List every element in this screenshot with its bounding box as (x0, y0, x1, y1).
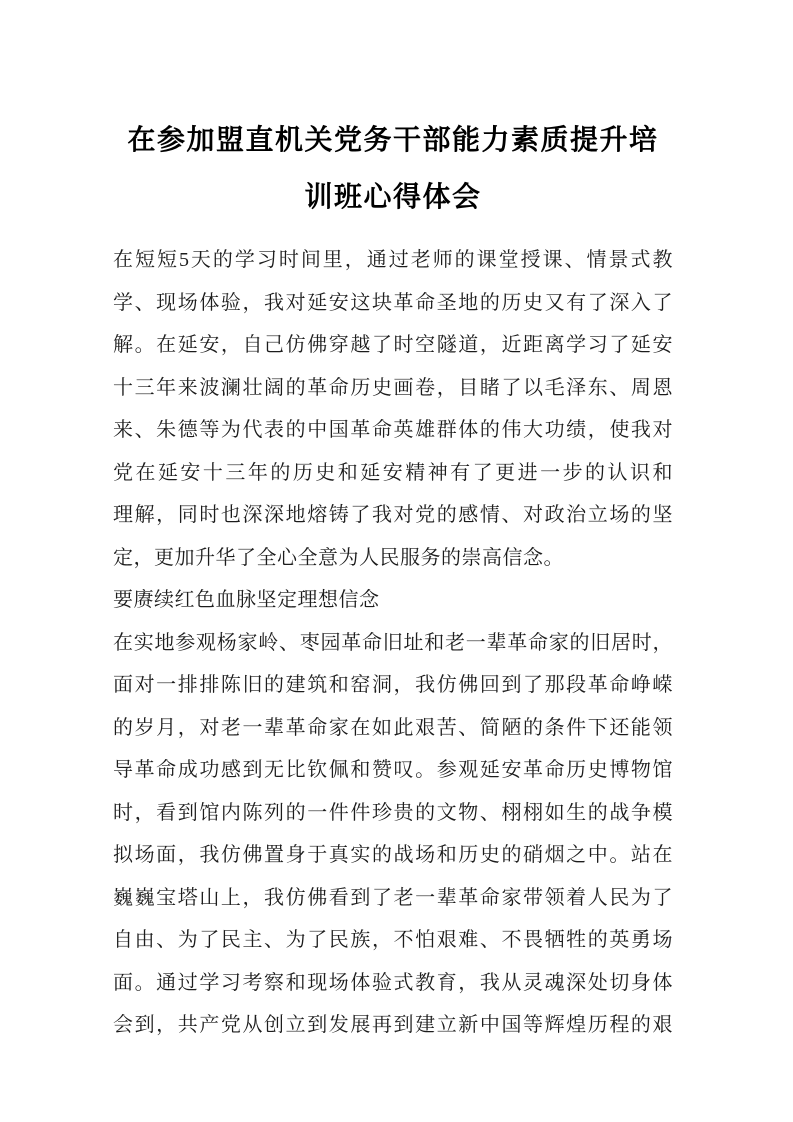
paragraph-1 (113, 239, 673, 579)
title-line-2: 训班心得体会 (304, 182, 482, 213)
body-line: 在实地参观杨家岭、枣园革命旧址和老一辈革命家的旧居时， (113, 631, 673, 654)
body-line: 在短短5天的学习时间里，通过老师的课堂授课、情景式教 (113, 249, 673, 271)
body-line: 定，更加升华了全心全意为人民服务的崇高信念。 (113, 546, 564, 569)
body-line: 巍巍宝塔山上，我仿佛看到了老一辈革命家带领着人民为了 (113, 886, 673, 909)
body-line: 理解，同时也深深地熔铸了我对党的感情、对政治立场的坚 (113, 504, 673, 526)
body-line: 十三年来波澜壮阔的革命历史画卷，目睹了以毛泽东、周恩 (113, 376, 673, 399)
body-line: 会到，共产党从创立到发展再到建立新中国等辉煌历程的艰 (113, 1014, 673, 1036)
body-line: 解。在延安，自己仿佛穿越了时空隧道，近距离学习了延安 (113, 334, 673, 356)
body-line: 党在延安十三年的历史和延安精神有了更进一步的认识和 (113, 461, 673, 484)
body-line: 自由、为了民主、为了民族，不怕艰难、不畏牺牲的英勇场 (113, 929, 673, 951)
document-title (113, 112, 673, 226)
section-heading: 要赓续红色血脉坚定理想信念 (113, 589, 380, 611)
body-line: 时，看到馆内陈列的一件件珍贵的文物、栩栩如生的战争模 (113, 801, 673, 824)
body-line: 学、现场体验，我对延安这块革命圣地的历史又有了深入了 (113, 291, 673, 314)
body-line: 面。通过学习考察和现场体验式教育，我从灵魂深处切身体 (113, 971, 673, 994)
body-line: 面对一排排陈旧的建筑和窑洞，我仿佛回到了那段革命峥嵘 (113, 674, 673, 696)
body-line: 的岁月，对老一辈革命家在如此艰苦、简陋的条件下还能领 (113, 716, 673, 739)
body-line: 来、朱德等为代表的中国革命英雄群体的伟大功绩，使我对 (113, 419, 673, 441)
document-content (113, 112, 673, 1047)
body-line: 导革命成功感到无比钦佩和赞叹。参观延安革命历史博物馆 (113, 759, 673, 781)
body-line: 拟场面，我仿佛置身于真实的战场和历史的硝烟之中。站在 (113, 844, 673, 866)
paragraph-2 (113, 622, 673, 1047)
title-line-1: 在参加盟直机关党务干部能力素质提升培 (127, 125, 659, 156)
